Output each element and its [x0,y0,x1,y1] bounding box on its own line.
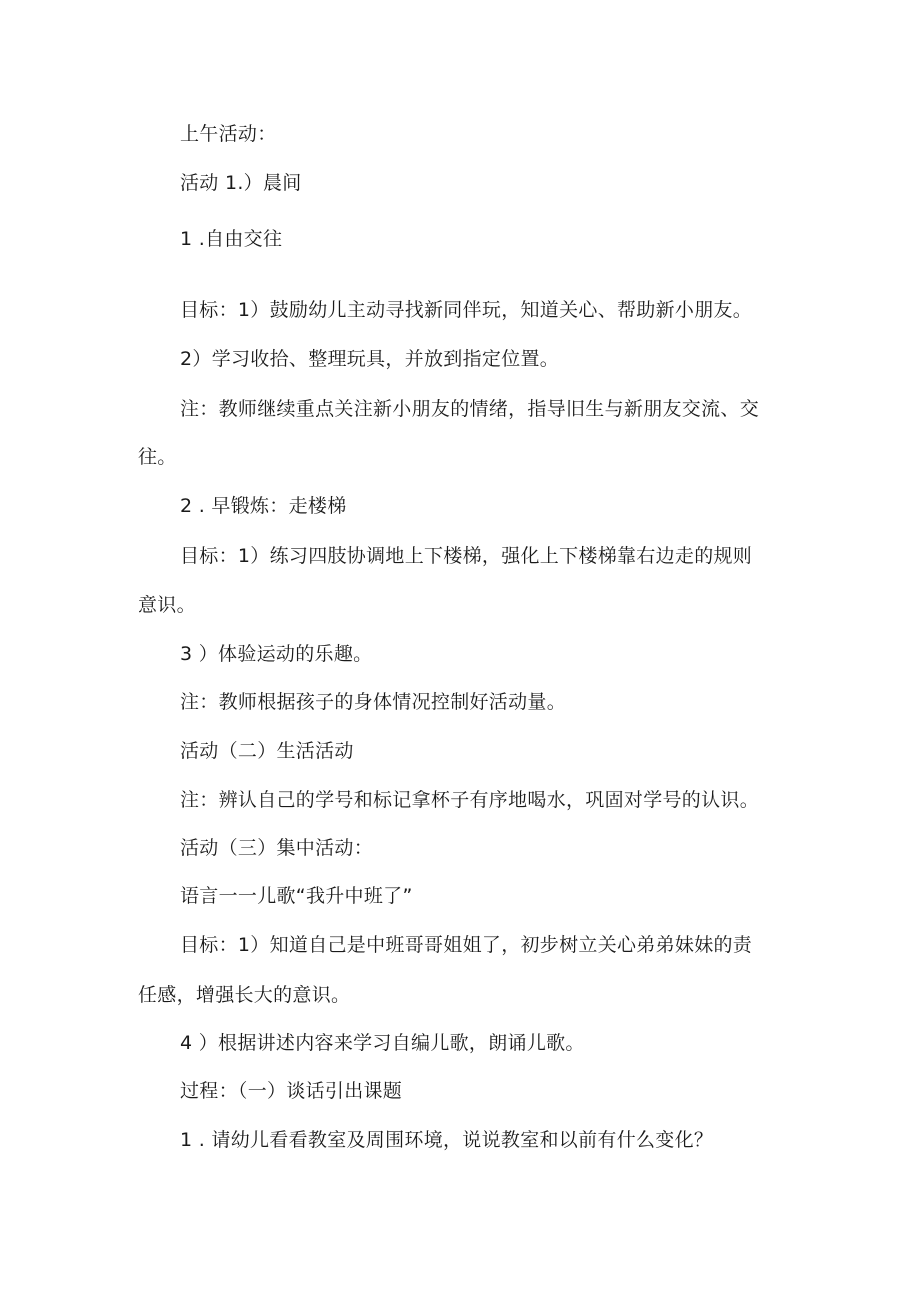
goal-line-continued: 任感，增强长大的意识。 [138,984,351,1006]
item-morning-exercise: 2 . 早锻炼：走楼梯 [180,495,347,517]
lesson-title: 语言一一儿歌“我升中班了” [180,885,413,907]
note-line-continued: 往。 [138,446,177,468]
process-step: 1 . 请幼儿看看教室及周围环境，说说教室和以前有什么变化？ [180,1129,714,1151]
note-line: 注：教师继续重点关注新小朋友的情绪，指导旧生与新朋友交流、交 [180,398,760,420]
goal-line-continued: 意识。 [138,594,196,616]
note-line: 注：教师根据孩子的身体情况控制好活动量。 [180,691,567,713]
goal-line: 目标：1）知道自己是中班哥哥姐姐了，初步树立关心弟弟妹妹的责 [180,934,753,956]
activity-heading-3: 活动（三）集中活动： [180,837,374,859]
goal-line: 目标：1）鼓励幼儿主动寻找新同伴玩，知道关心、帮助新小朋友。 [180,299,753,321]
goal-line: 3 ）体验运动的乐趣。 [180,643,373,665]
goal-line: 4 ）根据讲述内容来学习自编儿歌，朗诵儿歌。 [180,1032,585,1054]
section-heading-morning: 上午活动： [180,123,277,145]
goal-line: 目标：1）练习四肢协调地上下楼梯，强化上下楼梯靠右边走的规则 [180,545,753,567]
item-free-interaction: 1 .自由交往 [180,228,283,250]
activity-heading-2: 活动（二）生活活动 [180,740,354,762]
note-line: 注：辨认自己的学号和标记拿杯子有序地喝水，巩固对学号的认识。 [180,789,760,811]
activity-heading-1: 活动 1.）晨间 [180,172,302,194]
process-heading: 过程：（一）谈话引出课题 [180,1080,403,1102]
goal-line: 2）学习收拾、整理玩具，并放到指定位置。 [180,348,560,370]
